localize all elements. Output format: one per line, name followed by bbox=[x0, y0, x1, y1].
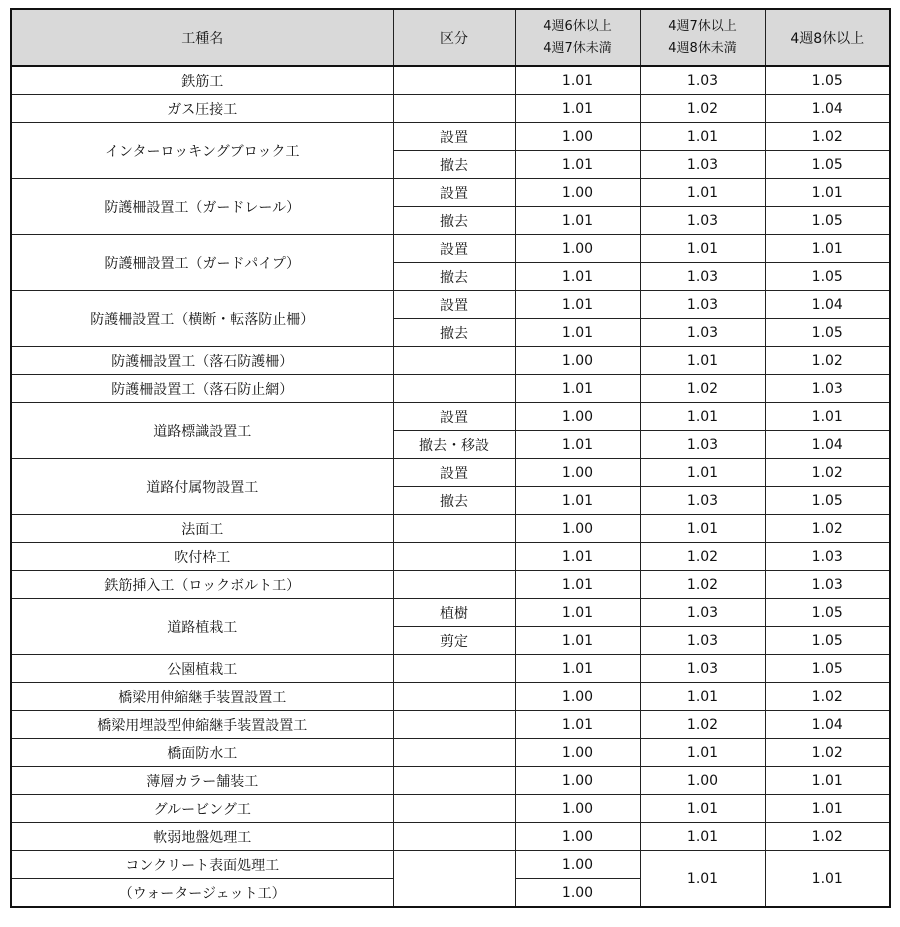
rate-6-7-cell: 1.01 bbox=[515, 487, 640, 515]
rate-7-8-cell: 1.03 bbox=[640, 431, 765, 459]
category-cell bbox=[393, 655, 515, 683]
rate-8-cell: 1.01 bbox=[765, 851, 890, 908]
work-type-cell: 法面工 bbox=[11, 515, 393, 543]
category-cell bbox=[393, 95, 515, 123]
category-cell: 設置 bbox=[393, 291, 515, 319]
rate-8-cell: 1.05 bbox=[765, 655, 890, 683]
rate-6-7-cell: 1.01 bbox=[515, 711, 640, 739]
work-type-cell: 鉄筋工 bbox=[11, 66, 393, 95]
table-row bbox=[11, 823, 890, 851]
rate-6-7-cell: 1.00 bbox=[515, 739, 640, 767]
rate-7-8-cell: 1.02 bbox=[640, 571, 765, 599]
category-cell bbox=[393, 66, 515, 95]
category-cell bbox=[393, 347, 515, 375]
category-cell bbox=[393, 683, 515, 711]
rate-7-8-cell: 1.02 bbox=[640, 543, 765, 571]
rate-7-8-cell: 1.02 bbox=[640, 375, 765, 403]
category-cell bbox=[393, 515, 515, 543]
table-row bbox=[11, 459, 890, 487]
rate-7-8-cell: 1.01 bbox=[640, 403, 765, 431]
rate-6-7-cell: 1.01 bbox=[515, 655, 640, 683]
rate-8-cell: 1.05 bbox=[765, 487, 890, 515]
work-type-cell: （ウォータージェット工） bbox=[11, 879, 393, 908]
category-cell: 撤去 bbox=[393, 151, 515, 179]
table-row bbox=[11, 543, 890, 571]
rate-8-cell: 1.04 bbox=[765, 711, 890, 739]
rate-8-cell: 1.05 bbox=[765, 319, 890, 347]
rate-7-8-cell: 1.01 bbox=[640, 515, 765, 543]
rate-7-8-cell: 1.03 bbox=[640, 291, 765, 319]
adjustment-rate-table bbox=[10, 8, 891, 908]
header-col-7-8 bbox=[640, 9, 765, 66]
rate-6-7-cell: 1.01 bbox=[515, 95, 640, 123]
header-work-type: 工種名 bbox=[11, 9, 393, 66]
table-row bbox=[11, 767, 890, 795]
table-row bbox=[11, 795, 890, 823]
table-row bbox=[11, 851, 890, 879]
category-cell bbox=[393, 795, 515, 823]
header-row bbox=[11, 9, 890, 66]
header-col-8: 4週8休以上 bbox=[765, 9, 890, 66]
rate-6-7-cell: 1.00 bbox=[515, 515, 640, 543]
work-type-cell: 橋梁用埋設型伸縮継手装置設置工 bbox=[11, 711, 393, 739]
category-cell: 撤去 bbox=[393, 319, 515, 347]
rate-8-cell: 1.02 bbox=[765, 683, 890, 711]
rate-6-7-cell: 1.01 bbox=[515, 431, 640, 459]
table-row bbox=[11, 291, 890, 319]
category-cell bbox=[393, 823, 515, 851]
table-row bbox=[11, 571, 890, 599]
rate-7-8-cell: 1.01 bbox=[640, 459, 765, 487]
rate-6-7-cell: 1.01 bbox=[515, 151, 640, 179]
work-type-cell: 公園植栽工 bbox=[11, 655, 393, 683]
rate-8-cell: 1.05 bbox=[765, 207, 890, 235]
table-row bbox=[11, 95, 890, 123]
table-header bbox=[11, 9, 890, 66]
rate-7-8-cell: 1.03 bbox=[640, 66, 765, 95]
rate-7-8-cell: 1.01 bbox=[640, 235, 765, 263]
category-cell: 設置 bbox=[393, 403, 515, 431]
rate-8-cell: 1.02 bbox=[765, 123, 890, 151]
category-cell bbox=[393, 851, 515, 908]
header-col-7-8-line2: 4週8休未満 bbox=[668, 40, 737, 56]
rate-8-cell: 1.01 bbox=[765, 403, 890, 431]
rate-8-cell: 1.04 bbox=[765, 291, 890, 319]
rate-6-7-cell: 1.00 bbox=[515, 879, 640, 908]
work-type-cell: 橋面防水工 bbox=[11, 739, 393, 767]
rate-6-7-cell: 1.01 bbox=[515, 291, 640, 319]
rate-8-cell: 1.05 bbox=[765, 151, 890, 179]
rate-7-8-cell: 1.02 bbox=[640, 711, 765, 739]
work-type-cell: 防護柵設置工（ガードレール） bbox=[11, 179, 393, 235]
table-row bbox=[11, 347, 890, 375]
category-cell: 撤去 bbox=[393, 487, 515, 515]
rate-7-8-cell: 1.01 bbox=[640, 739, 765, 767]
rate-6-7-cell: 1.01 bbox=[515, 571, 640, 599]
category-cell bbox=[393, 375, 515, 403]
rate-6-7-cell: 1.01 bbox=[515, 375, 640, 403]
rate-8-cell: 1.01 bbox=[765, 795, 890, 823]
rate-7-8-cell: 1.03 bbox=[640, 627, 765, 655]
table-row bbox=[11, 235, 890, 263]
rate-6-7-cell: 1.00 bbox=[515, 823, 640, 851]
rate-6-7-cell: 1.00 bbox=[515, 179, 640, 207]
category-cell: 剪定 bbox=[393, 627, 515, 655]
table-row bbox=[11, 599, 890, 627]
table-row bbox=[11, 739, 890, 767]
rate-6-7-cell: 1.00 bbox=[515, 123, 640, 151]
rate-7-8-cell: 1.03 bbox=[640, 319, 765, 347]
rate-8-cell: 1.04 bbox=[765, 431, 890, 459]
rate-6-7-cell: 1.00 bbox=[515, 235, 640, 263]
rate-8-cell: 1.01 bbox=[765, 767, 890, 795]
table-row bbox=[11, 179, 890, 207]
work-type-cell: 吹付枠工 bbox=[11, 543, 393, 571]
table-row bbox=[11, 711, 890, 739]
rate-6-7-cell: 1.01 bbox=[515, 543, 640, 571]
table-row bbox=[11, 403, 890, 431]
rate-7-8-cell: 1.01 bbox=[640, 851, 765, 908]
category-cell bbox=[393, 767, 515, 795]
table-row bbox=[11, 375, 890, 403]
rate-7-8-cell: 1.03 bbox=[640, 487, 765, 515]
rate-7-8-cell: 1.01 bbox=[640, 795, 765, 823]
rate-8-cell: 1.05 bbox=[765, 66, 890, 95]
rate-8-cell: 1.02 bbox=[765, 515, 890, 543]
work-type-cell: インターロッキングブロック工 bbox=[11, 123, 393, 179]
category-cell: 撤去 bbox=[393, 263, 515, 291]
rate-8-cell: 1.05 bbox=[765, 599, 890, 627]
table-row bbox=[11, 683, 890, 711]
rate-6-7-cell: 1.00 bbox=[515, 795, 640, 823]
header-category: 区分 bbox=[393, 9, 515, 66]
rate-7-8-cell: 1.01 bbox=[640, 123, 765, 151]
category-cell: 撤去・移設 bbox=[393, 431, 515, 459]
category-cell bbox=[393, 571, 515, 599]
rate-8-cell: 1.02 bbox=[765, 739, 890, 767]
rate-6-7-cell: 1.01 bbox=[515, 627, 640, 655]
rate-6-7-cell: 1.01 bbox=[515, 263, 640, 291]
rate-6-7-cell: 1.00 bbox=[515, 459, 640, 487]
rate-8-cell: 1.03 bbox=[765, 375, 890, 403]
rate-7-8-cell: 1.03 bbox=[640, 655, 765, 683]
rate-6-7-cell: 1.00 bbox=[515, 683, 640, 711]
rate-8-cell: 1.01 bbox=[765, 235, 890, 263]
work-type-cell: 道路標識設置工 bbox=[11, 403, 393, 459]
rate-8-cell: 1.05 bbox=[765, 627, 890, 655]
category-cell: 設置 bbox=[393, 123, 515, 151]
work-type-cell: 防護柵設置工（ガードパイプ） bbox=[11, 235, 393, 291]
rate-8-cell: 1.01 bbox=[765, 179, 890, 207]
rate-8-cell: 1.03 bbox=[765, 543, 890, 571]
rate-6-7-cell: 1.00 bbox=[515, 347, 640, 375]
category-cell: 撤去 bbox=[393, 207, 515, 235]
rate-7-8-cell: 1.01 bbox=[640, 347, 765, 375]
rate-7-8-cell: 1.03 bbox=[640, 599, 765, 627]
header-col-6-7-line2: 4週7休未満 bbox=[543, 40, 612, 56]
rate-8-cell: 1.02 bbox=[765, 459, 890, 487]
rate-8-cell: 1.03 bbox=[765, 571, 890, 599]
rate-6-7-cell: 1.01 bbox=[515, 599, 640, 627]
rate-7-8-cell: 1.03 bbox=[640, 207, 765, 235]
work-type-cell: 防護柵設置工（横断・転落防止柵） bbox=[11, 291, 393, 347]
work-type-cell: 道路付属物設置工 bbox=[11, 459, 393, 515]
rate-8-cell: 1.05 bbox=[765, 263, 890, 291]
table-row bbox=[11, 515, 890, 543]
rate-6-7-cell: 1.00 bbox=[515, 767, 640, 795]
work-type-cell: ガス圧接工 bbox=[11, 95, 393, 123]
rate-6-7-cell: 1.01 bbox=[515, 319, 640, 347]
work-type-cell: グルービング工 bbox=[11, 795, 393, 823]
rate-6-7-cell: 1.01 bbox=[515, 66, 640, 95]
work-type-cell: 橋梁用伸縮継手装置設置工 bbox=[11, 683, 393, 711]
rate-7-8-cell: 1.01 bbox=[640, 179, 765, 207]
rate-8-cell: 1.02 bbox=[765, 823, 890, 851]
category-cell: 植樹 bbox=[393, 599, 515, 627]
work-type-cell: 軟弱地盤処理工 bbox=[11, 823, 393, 851]
rate-7-8-cell: 1.03 bbox=[640, 151, 765, 179]
rate-7-8-cell: 1.01 bbox=[640, 683, 765, 711]
table-row bbox=[11, 66, 890, 95]
category-cell: 設置 bbox=[393, 179, 515, 207]
work-type-cell: 防護柵設置工（落石防護柵） bbox=[11, 347, 393, 375]
category-cell bbox=[393, 543, 515, 571]
work-type-cell: 薄層カラー舗装工 bbox=[11, 767, 393, 795]
work-type-cell: コンクリート表面処理工 bbox=[11, 851, 393, 879]
rate-7-8-cell: 1.02 bbox=[640, 95, 765, 123]
rate-7-8-cell: 1.03 bbox=[640, 263, 765, 291]
rate-6-7-cell: 1.00 bbox=[515, 403, 640, 431]
category-cell: 設置 bbox=[393, 235, 515, 263]
work-type-cell: 道路植栽工 bbox=[11, 599, 393, 655]
table-row bbox=[11, 655, 890, 683]
work-type-cell: 防護柵設置工（落石防止網） bbox=[11, 375, 393, 403]
header-col-7-8-line1: 4週7休以上 bbox=[668, 18, 737, 34]
header-col-6-7-line1: 4週6休以上 bbox=[543, 18, 612, 34]
table-body bbox=[11, 66, 890, 907]
header-col-6-7 bbox=[515, 9, 640, 66]
work-type-cell: 鉄筋挿入工（ロックボルト工） bbox=[11, 571, 393, 599]
rate-6-7-cell: 1.00 bbox=[515, 851, 640, 879]
rate-8-cell: 1.02 bbox=[765, 347, 890, 375]
rate-6-7-cell: 1.01 bbox=[515, 207, 640, 235]
rate-8-cell: 1.04 bbox=[765, 95, 890, 123]
rate-7-8-cell: 1.00 bbox=[640, 767, 765, 795]
category-cell: 設置 bbox=[393, 459, 515, 487]
category-cell bbox=[393, 739, 515, 767]
rate-7-8-cell: 1.01 bbox=[640, 823, 765, 851]
category-cell bbox=[393, 711, 515, 739]
table-row bbox=[11, 123, 890, 151]
